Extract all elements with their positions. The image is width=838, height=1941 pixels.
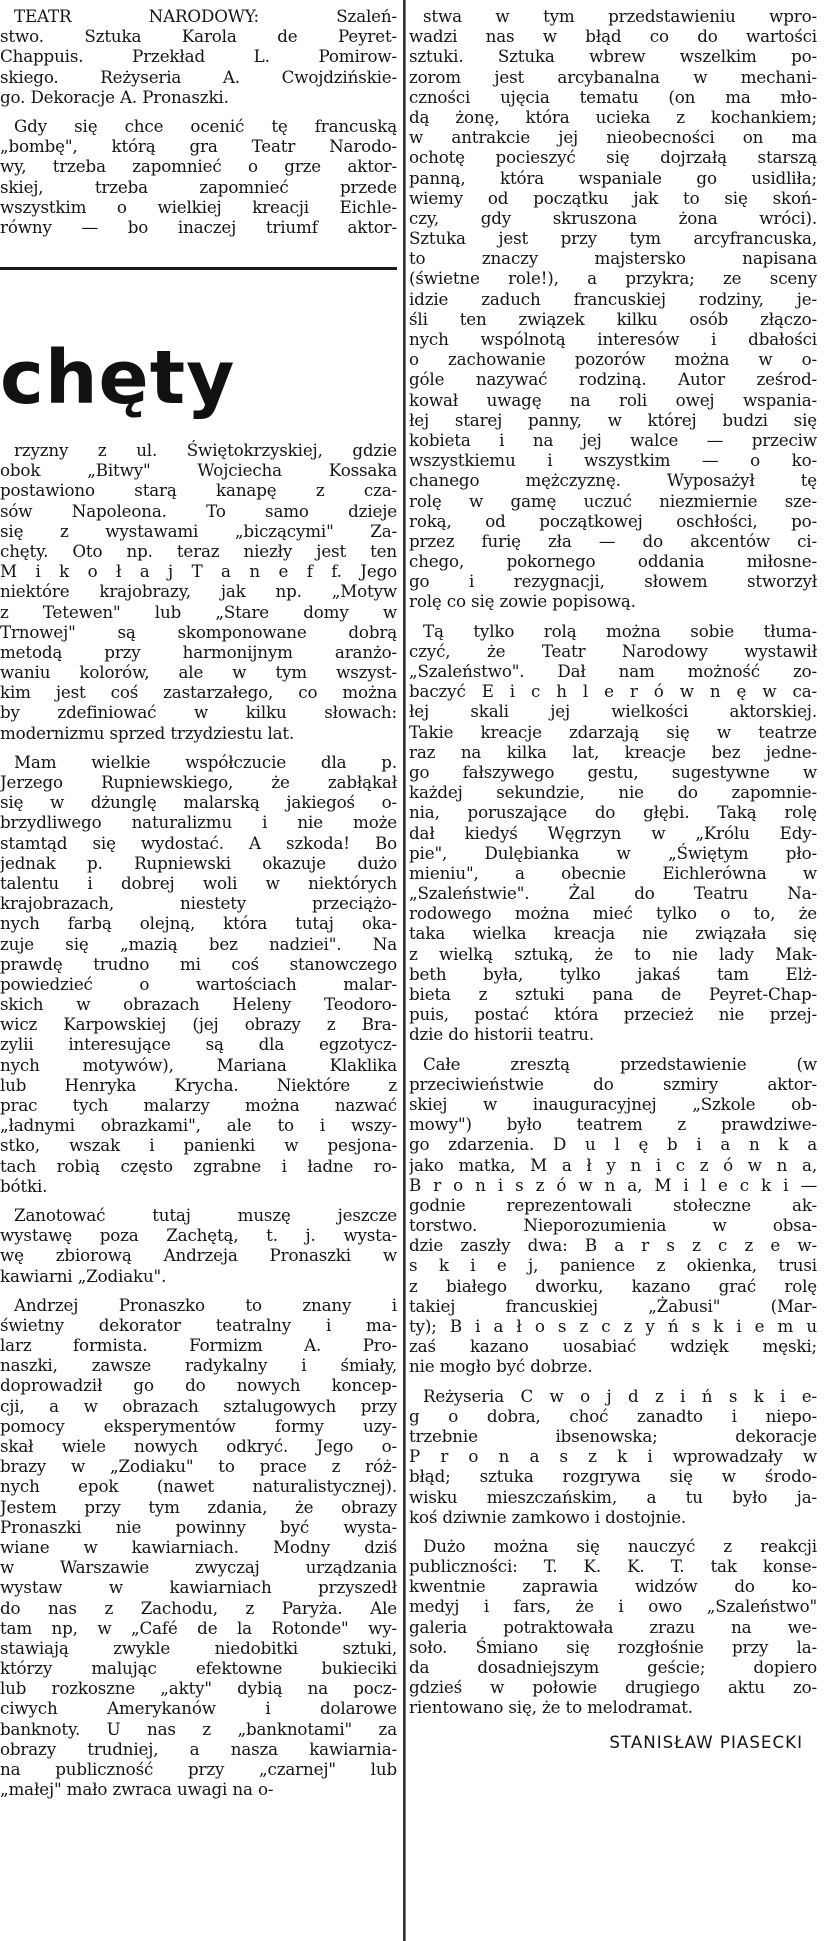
paragraph-start: Reżyseria C w o j d z i ń s k i e- xyxy=(423,1385,817,1406)
text-line: skiej w inauguracyjnej „Szkole ob- xyxy=(409,1093,817,1114)
text-line: Pronaszki nie powinny być wysta- xyxy=(0,1516,397,1537)
text-line: w Warszawie zwyczaj urządzania xyxy=(0,1557,397,1578)
text-line: Jestem przy tym zdania, że obrazy xyxy=(0,1496,397,1517)
text-line: „Szaleństwo". Dał nam możność zo- xyxy=(409,661,817,681)
theatre-review-header xyxy=(0,6,397,237)
text-line: go i rezygnacji, słowem stworzył xyxy=(409,571,817,592)
text-line: medyj i fars, że i owo „Szaleństwo" xyxy=(409,1596,817,1617)
text-line: zylii interesujące są dla egzotycz- xyxy=(0,1034,397,1055)
text-line: kobieta i na jej walce — przeciw xyxy=(409,429,817,450)
text-line: rodowego można mieć tylko o to, że xyxy=(409,903,817,924)
text-line: by zdefiniować w kilku słowach: xyxy=(0,702,397,723)
text-line: taka wielka kreacja nie związała się xyxy=(409,923,817,944)
text-line: dał kiedyś Węgrzyn w „Królu Edy- xyxy=(409,822,817,843)
text-line: waniu kolorów, ale w tym wszyst- xyxy=(0,662,397,683)
text-line: ty); B i a ł o s z c z y ń s k i e m u xyxy=(409,1316,817,1336)
text-line: lub rozkoszne „akty" dybią na pocz- xyxy=(0,1678,397,1699)
paragraph-start: Andrzej Pronaszko to znany i xyxy=(14,1294,397,1315)
text-line: talentu i dobrej woli w niektórych xyxy=(0,872,397,893)
text-line: łej skali jej wielkości aktorskiej. xyxy=(409,701,817,722)
paragraph-start: Mam wielkie współczucie dla p. xyxy=(14,751,397,772)
author-signature: STANISŁAW PIASECKI xyxy=(609,1731,803,1752)
text-line: g o dobra, choć zanadto i niepo- xyxy=(409,1405,817,1426)
text-line: Trnowej" są skomponowane dobrą xyxy=(0,621,397,642)
text-line: pie", Dulębianka w „Świętym pło- xyxy=(409,842,817,863)
text-line: dzie zaszły dwa: B a r s z c z e w- xyxy=(409,1235,817,1256)
review-heading-line: skiego. Reżyseria A. Cwojdzińskie- xyxy=(0,66,397,87)
review-heading-line: Chappuis. Przekład L. Pomirow- xyxy=(0,46,397,67)
text-line: wadzi nas w błąd co do wartości xyxy=(409,26,817,47)
paragraph-start: Całe zresztą przedstawienie (w xyxy=(423,1053,817,1074)
text-line: dzie do historii teatru. xyxy=(409,1024,595,1045)
text-line: sztuki. Sztuka wbrew wszelkim po- xyxy=(409,46,817,67)
text-line: wiemy od początku jak to się skoń- xyxy=(409,187,817,208)
review-heading-line: stwo. Sztuka Karola de Peyret- xyxy=(0,26,397,47)
text-line: bótki. xyxy=(0,1175,48,1196)
text-line: panną, która wspaniale go usidliła; xyxy=(409,167,817,188)
paragraph-start: Dużo można się nauczyć z reakcji xyxy=(423,1535,817,1556)
text-line: obrazy trudniej, a nasza kawiarnia- xyxy=(0,1738,397,1759)
text-line: galeria potraktowała zrazu na we- xyxy=(409,1616,817,1637)
paragraph-start: rzyzny z ul. Świętokrzyskiej, gdzie xyxy=(14,440,397,460)
text-line: banknoty. U nas z „banknotami" za xyxy=(0,1718,397,1739)
text-line: bieta z sztuki pana de Peyret-Chap- xyxy=(409,984,817,1004)
text-line: kował uwagę na roli owej wspania- xyxy=(409,389,817,410)
text-line: M i k o ł a j T a n e f f. Jego xyxy=(0,561,397,582)
text-line: naszki, zawsze radykalny i śmiały, xyxy=(0,1355,397,1376)
text-line: na publiczność przy „czarnej" lub xyxy=(0,1759,397,1779)
paragraph-start: stwa w tym przedstawieniu wpro- xyxy=(423,6,817,26)
text-line: chęty. Oto np. teraz niezły jest ten xyxy=(0,540,397,561)
text-line: łej starej panny, w której budzi się xyxy=(409,409,817,430)
text-line: zaś kazano uosabiać wdzięk męski; xyxy=(409,1336,817,1357)
text-line: trzebnie ibsenowska; dekoracje xyxy=(409,1425,817,1446)
text-line: czności ujęcia tematu (on ma mło- xyxy=(409,86,817,107)
art-review-body xyxy=(0,440,397,1799)
text-line: takiej francuskiej „Żabusi" (Mar- xyxy=(409,1295,817,1316)
text-line: tam np, w „Café de la Rotonde" wy- xyxy=(0,1617,397,1638)
text-line: rolę co się zowie popisową. xyxy=(409,591,636,612)
text-line: publiczności: T. K. K. T. tak konse- xyxy=(409,1556,817,1577)
intro-line: wy, trzeba zapomnieć o grze aktor- xyxy=(0,156,397,177)
text-line: brazy w „Zodiaku" to prace z róż- xyxy=(0,1456,397,1477)
text-line: kawiarni „Zodiaku". xyxy=(0,1265,167,1286)
text-line: Takie kreacje zdarzają się w teatrze xyxy=(409,721,817,742)
text-line: nych epok (nawet naturalistycznej). xyxy=(0,1476,397,1497)
text-line: zuje się „mazią bez nadziei". Na xyxy=(0,933,397,954)
text-line: chego, pokornego oddania miłosne- xyxy=(409,551,817,572)
text-line: nych farbą olejną, która tutaj oka- xyxy=(0,913,397,934)
text-line: larz formista. Formizm A. Pro- xyxy=(0,1335,397,1356)
text-line: puis, postać która przecież nie przej- xyxy=(409,1004,817,1025)
text-line: go fałszywego gestu, sugestywne w xyxy=(409,761,817,782)
text-line: nie mogło być dobrze. xyxy=(409,1356,593,1377)
text-line: soło. Śmiano się rozgłośnie przy la- xyxy=(409,1636,817,1657)
intro-line: wszystkim o wielkiej kreacji Eichle- xyxy=(0,196,397,217)
text-line: ochotę pocieszyć się dojrzałą starszą xyxy=(409,147,817,168)
intro-line: równy — bo inaczej triumf aktor- xyxy=(0,216,397,237)
text-line: prac tych malarzy można nazwać xyxy=(0,1095,397,1115)
text-line: wicz Karpowskiej (jej obrazy z Bra- xyxy=(0,1014,397,1035)
intro-line: Gdy się chce ocenić tę francuską xyxy=(14,115,397,136)
text-line: powiedzieć o wartościach malar- xyxy=(0,973,397,994)
text-line: z Tetewen" lub „Stare domy w xyxy=(0,601,397,622)
text-line: jednak p. Rupniewski okazuje dużo xyxy=(0,852,397,873)
text-line: to znaczy majstersko napisana xyxy=(409,248,817,269)
text-line: stawiają zwykle niedobitki sztuki, xyxy=(0,1637,397,1658)
text-line: w antrakcie jej nieobecności on ma xyxy=(409,127,817,148)
text-line: którzy malując efektowne bukieciki xyxy=(0,1658,397,1679)
text-line: wszystkiemu i wszystkim — o ko- xyxy=(409,450,817,471)
text-line: niektóre krajobrazy, jak np. „Motyw xyxy=(0,581,397,602)
text-line: brzydliwego naturalizmu i nie może xyxy=(0,812,397,833)
column-divider-shadow xyxy=(405,0,406,1941)
text-line: kwentnie zaprawia widzów do ko- xyxy=(409,1576,817,1597)
text-line: rientowano się, że to melodramat. xyxy=(409,1697,693,1718)
intro-line: „bombę", którą gra Teatr Narodo- xyxy=(0,136,397,157)
text-line: się w dżunglę malarską jakiegoś o- xyxy=(0,792,397,813)
text-line: z białego dworku, kazano grać rolę xyxy=(409,1275,817,1296)
text-line: B r o n i s z ó w n a, M i l e c k i — xyxy=(409,1174,817,1195)
text-line: wiane w kawiarniach. Modny dziś xyxy=(0,1536,397,1557)
text-line: czy, gdy skruszona żona wróci). xyxy=(409,207,817,228)
review-heading-line: go. Dekoracje A. Pronaszki. xyxy=(0,86,229,107)
text-line: zorom jest arcybanalna w mechani- xyxy=(409,66,817,87)
text-line: pomocy eksperymentów formy uzy- xyxy=(0,1415,397,1436)
text-line: mowy") było teatrem z prawdziwe- xyxy=(409,1114,817,1135)
text-line: góle nazywać rodziną. Autor ześrod- xyxy=(409,369,817,390)
horizontal-rule xyxy=(0,267,397,270)
text-line: Jerzego Rupniewskiego, że zabłąkał xyxy=(0,772,397,792)
text-line: nych motywów), Mariana Klaklika xyxy=(0,1054,397,1075)
text-line: go zdarzenia. D u l ę b i a n k a xyxy=(409,1134,817,1155)
text-line: tach robią często zgrabne i ładne ro- xyxy=(0,1155,397,1176)
paragraph-start: Tą tylko rolą można sobie tłuma- xyxy=(423,620,817,641)
text-line: stko, wszak i panienki w pesjona- xyxy=(0,1135,397,1156)
text-line: do nas z Zachodu, z Paryża. Ale xyxy=(0,1597,397,1618)
text-line: „Szaleństwie". Żal do Teatru Na- xyxy=(409,883,817,904)
text-line: cji, a w obrazach sztalugowych przy xyxy=(0,1395,397,1416)
review-heading: TEATR NARODOWY: Szaleń- xyxy=(14,6,397,26)
text-line: skich w obrazach Heleny Teodoro- xyxy=(0,994,397,1015)
text-line: roką, od początkowej oschłości, po- xyxy=(409,510,817,531)
text-line: śli ten związek kilku osób złączo- xyxy=(409,308,817,329)
text-line: gdzieś w połowie drugiego aktu zo- xyxy=(409,1677,817,1698)
text-line: postawiono starą kanapę z cza- xyxy=(0,480,397,501)
text-line: dą żonę, która ucieka z kochankiem; xyxy=(409,106,817,127)
text-line: wisku mieszczańskim, a tu było ja- xyxy=(409,1486,817,1507)
text-line: koś dziwnie zamkowo i dostojnie. xyxy=(409,1506,687,1527)
text-line: beth była, tylko jakaś tam Elż- xyxy=(409,963,817,984)
text-line: krajobrazach, niestety przeciążo- xyxy=(0,893,397,914)
text-line: każdej sekundzie, nie do zapomnie- xyxy=(409,782,817,803)
text-line: obok „Bitwy" Wojciecha Kossaka xyxy=(0,460,397,481)
intro-line: skiej, trzeba zapomnieć przede xyxy=(0,176,397,197)
paragraph-start: Zanotować tutaj muszę jeszcze xyxy=(14,1204,397,1225)
text-line: metodą przy harmonijnym aranżo- xyxy=(0,641,397,662)
text-line: kim jest coś zastarzałego, co można xyxy=(0,682,397,703)
text-line: chanego mężczyznę. Wyposażył tę xyxy=(409,470,817,491)
text-line: idzie zaduch francuskiej rodziny, je- xyxy=(409,288,817,309)
text-line: świetny dekorator teatralny i ma- xyxy=(0,1314,397,1335)
text-line: Sztuka jest przy tym arcyfrancuska, xyxy=(409,228,817,249)
text-line: o zachowanie pozorów można w o- xyxy=(409,349,817,370)
text-line: prawdę trudno mi coś stanowczego xyxy=(0,953,397,974)
text-line: P r o n a s z k i wprowadzały w xyxy=(409,1446,817,1467)
text-line: modernizmu sprzed trzydziestu lat. xyxy=(0,722,295,743)
text-line: „ładnymi obrazkami", ale to i wszy- xyxy=(0,1115,397,1136)
text-line: stamtąd się wydostać. A szkoda! Bo xyxy=(0,832,397,853)
text-line: mieniu", a obecnie Eichlerówna w xyxy=(409,862,817,883)
text-line: wę zbiorową Andrzeja Pronaszki w xyxy=(0,1245,397,1266)
text-line: doprowadził go do nowych koncep- xyxy=(0,1375,397,1396)
text-line: jako matka, M a ł y n i c z ó w n a, xyxy=(409,1154,817,1175)
art-review-headline: chęty xyxy=(0,335,236,421)
text-line: godnie reprezentowali stołeczne ak- xyxy=(409,1194,817,1215)
text-line: ciwych Amerykanów i dolarowe xyxy=(0,1698,397,1719)
text-line: przez furię zła — do akcentów ci- xyxy=(409,530,817,551)
text-line: błąd; sztuka rozgrywa się w środo- xyxy=(409,1466,817,1487)
text-line: da dosadniejszym geście; dopiero xyxy=(409,1657,817,1677)
text-line: sów Napoleona. To samo dzieje xyxy=(0,500,397,521)
text-line: się z wystawami „biczącymi" Za- xyxy=(0,520,397,541)
text-line: torstwo. Nieporozumienia w obsa- xyxy=(409,1215,817,1236)
text-line: baczyć E i c h l e r ó w n ę w ca- xyxy=(409,681,817,702)
text-line: czyć, że Teatr Narodowy wystawił xyxy=(409,640,817,661)
text-line: skał wiele nowych odkryć. Jego o- xyxy=(0,1436,397,1456)
theatre-review-continued xyxy=(409,6,817,1752)
text-line: z wielką sztuką, że to nie lady Mak- xyxy=(409,943,817,964)
text-line: (świetne role!), a przykra; ze sceny xyxy=(409,268,817,289)
text-line: nia, poruszające do głębi. Taką rolę xyxy=(409,802,817,823)
text-line: s k i e j, panience z okienka, trusi xyxy=(409,1255,817,1276)
text-line: rolę w gamę uczuć niezmiernie sze- xyxy=(409,490,817,511)
text-line: wystawę poza Zachętą, t. j. wysta- xyxy=(0,1225,397,1246)
text-line: lub Henryka Krycha. Niektóre z xyxy=(0,1074,397,1095)
text-line: wystaw w kawiarniach przyszedł xyxy=(0,1577,397,1598)
text-line: nych wspólnotą interesów i dbałości xyxy=(409,329,817,349)
text-line: raz na kilka lat, kreacje bez jedne- xyxy=(409,741,817,762)
text-line: „małej" mało zwraca uwagi na o- xyxy=(0,1779,274,1800)
text-line: przeciwieństwie do szmiry aktor- xyxy=(409,1073,817,1094)
